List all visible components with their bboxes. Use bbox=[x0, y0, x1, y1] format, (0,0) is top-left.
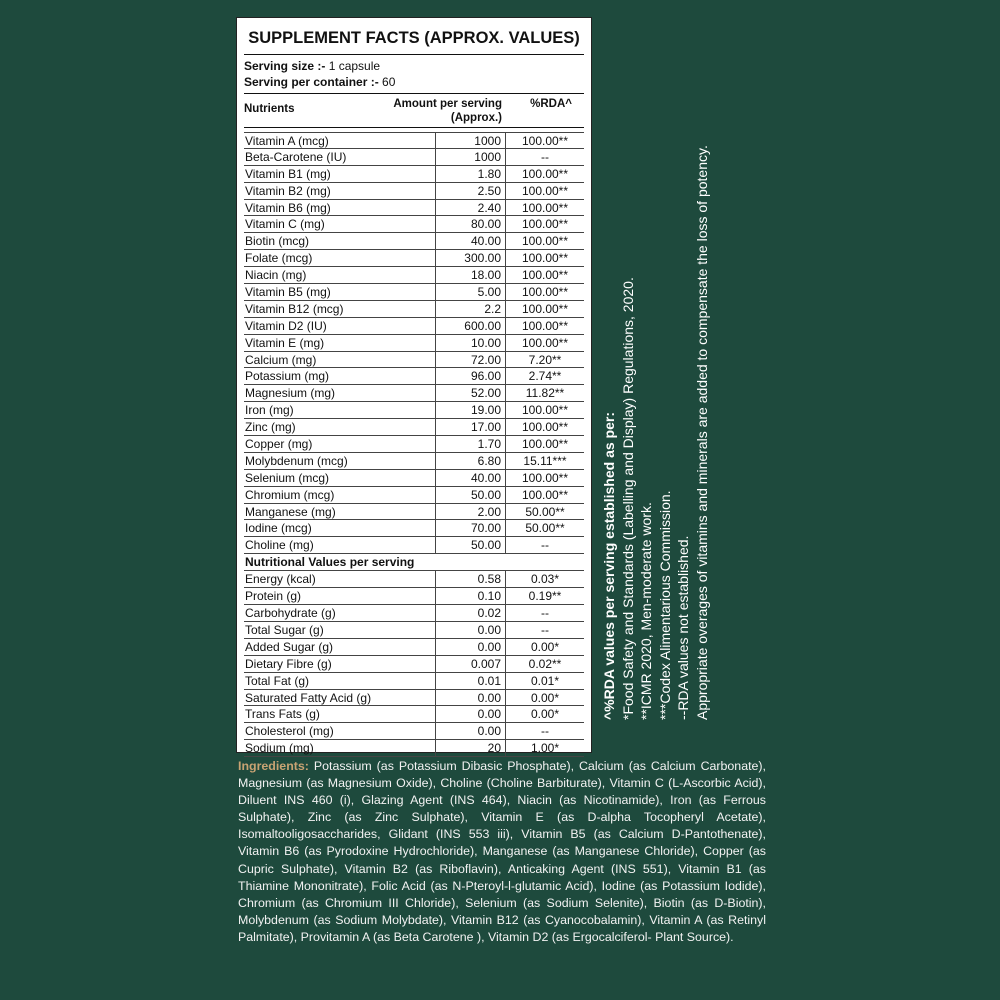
nutrient-amount: 50.00 bbox=[436, 537, 506, 553]
table-row bbox=[244, 639, 584, 656]
nutrient-amount: 40.00 bbox=[436, 233, 506, 249]
nutrient-amount: 2.40 bbox=[436, 200, 506, 216]
nutrient-name: Copper (mg) bbox=[244, 436, 436, 452]
panel-title: SUPPLEMENT FACTS (APPROX. VALUES) bbox=[244, 18, 584, 55]
nutrient-name: Dietary Fibre (g) bbox=[244, 656, 436, 672]
nutrient-rda: 50.00** bbox=[525, 521, 565, 536]
nutrient-rda: 100.00** bbox=[521, 318, 569, 333]
table-row bbox=[244, 690, 584, 707]
nutrient-name: Sodium (mg) bbox=[244, 740, 436, 756]
servings-per-container: Serving per container :- 60 bbox=[244, 75, 396, 89]
table-row bbox=[244, 723, 584, 740]
note-codex: ***Codex Alimentarious Commission. bbox=[656, 490, 673, 720]
nutrient-rda: 100.00** bbox=[521, 285, 569, 300]
nutrient-rda: 7.20** bbox=[528, 352, 562, 367]
nutrient-rda: -- bbox=[541, 606, 549, 621]
nutrient-name: Selenium (mcg) bbox=[244, 470, 436, 486]
header-amount: Amount per serving (Approx.) bbox=[393, 98, 502, 124]
nutrient-amount: 0.00 bbox=[436, 690, 506, 706]
nutrient-name: Vitamin D2 (IU) bbox=[244, 318, 436, 334]
nutrient-rda: 100.00** bbox=[521, 134, 569, 148]
nutrient-rda: 100.00** bbox=[521, 335, 569, 350]
nutrient-rda: 11.82** bbox=[525, 386, 565, 401]
nutrient-rda: 100.00** bbox=[521, 301, 569, 316]
table-row bbox=[244, 487, 584, 504]
nutrient-rda: 100.00** bbox=[521, 183, 569, 198]
nutrient-name: Vitamin B5 (mg) bbox=[244, 284, 436, 300]
nutrient-name: Vitamin A (mcg) bbox=[244, 133, 436, 148]
nutrient-amount: 1.70 bbox=[436, 436, 506, 452]
table-row bbox=[244, 673, 584, 690]
table-row bbox=[244, 183, 584, 200]
nutrient-amount: 5.00 bbox=[436, 284, 506, 300]
nutrient-name: Carbohydrate (g) bbox=[244, 605, 436, 621]
nutrient-name: Iron (mg) bbox=[244, 402, 436, 418]
nutrient-name: Chromium (mcg) bbox=[244, 487, 436, 503]
nutrient-rda: 100.00** bbox=[521, 268, 569, 283]
notes-heading: ^%RDA values per serving established as per: bbox=[601, 412, 617, 720]
nutrient-amount: 19.00 bbox=[436, 402, 506, 418]
table-row bbox=[244, 250, 584, 267]
nutrient-amount: 0.00 bbox=[436, 723, 506, 739]
nutrient-name: Beta-Carotene (IU) bbox=[244, 149, 436, 165]
table-row bbox=[244, 453, 584, 470]
nutrient-amount: 0.00 bbox=[436, 706, 506, 722]
nutrient-amount: 1000 bbox=[436, 133, 506, 148]
nutrient-amount: 52.00 bbox=[436, 385, 506, 401]
nutrient-name: Zinc (mg) bbox=[244, 419, 436, 435]
nutrient-rda: 100.00** bbox=[521, 234, 569, 249]
table-row bbox=[244, 706, 584, 723]
note-not-established: --RDA values not established. bbox=[675, 535, 691, 720]
nutrient-name: Vitamin C (mg) bbox=[244, 216, 436, 232]
nutrient-rda: 0.19** bbox=[528, 589, 562, 604]
nutrient-table bbox=[244, 132, 584, 554]
nutrient-name: Magnesium (mg) bbox=[244, 385, 436, 401]
nutrient-name: Potassium (mg) bbox=[244, 368, 436, 384]
nutrient-rda: -- bbox=[541, 724, 549, 739]
nutrient-amount: 20 bbox=[436, 740, 506, 756]
nutrient-amount: 1.80 bbox=[436, 166, 506, 182]
note-icmr: **ICMR 2020, Men-moderate work. bbox=[638, 502, 654, 720]
table-row bbox=[244, 216, 584, 233]
nutrient-name: Saturated Fatty Acid (g) bbox=[244, 690, 436, 706]
note-fssai: *Food Safety and Standards (Labelling and Display) Regulations, 2020. bbox=[619, 277, 636, 720]
supplement-facts-panel bbox=[236, 17, 592, 756]
nutrient-amount: 50.00 bbox=[436, 487, 506, 503]
nutrient-rda: -- bbox=[541, 149, 549, 164]
header-rda: %RDA^ bbox=[530, 98, 572, 110]
nutrient-rda: 15.11*** bbox=[523, 453, 567, 468]
nutrient-amount: 72.00 bbox=[436, 352, 506, 368]
note-overages: Appropriate overages of vitamins and minerals are added to compensate the loss of potency. bbox=[693, 145, 710, 720]
nutrient-name: Biotin (mcg) bbox=[244, 233, 436, 249]
nutrient-amount: 40.00 bbox=[436, 470, 506, 486]
nutrient-rda: 1.00* bbox=[530, 741, 560, 756]
ingredients-list: Potassium (as Potassium Dibasic Phosphate), Calcium (as Calcium Carbonate), Magnesium (as Magnesium Oxide), Choline (Choline Barbiturate), Vitamin C (L-Ascorbic Acid), Diluent INS 460 (i), Glazing Agent (INS 464), Niacin (as Nicotinamide), Iron (as Ferrous Sulphate), Zinc (as Zinc Sulphate), Vitamin E (as D-alpha Tocopheryl Acetate), Isomaltooligosaccharides, Glidant (INS 553 iii), Vitamin B5 (as Calcium D-Pantothenate), Vitamin B6 (as Pyrodoxine Hydrochloride), Manganese (as Manganese Chloride), Copper (as Cupric Sulphate), Vitamin B2 (as Riboflavin), Anticaking Agent (INS 551), Vitamin B1 (as Thiamine Mononitrate), Folic Acid (as N-Pteroyl-l-glutamic Acid), Iodine (as Potassium Iodide), Chromium (as Chromium III Chloride), Selenium (as Sodium Selenite), Biotin (as D-Biotin), Molybdenum (as Sodium Molybdate), Vitamin B12 (as Cyanocobalamin), Vitamin A (as Retinyl Palmitate), Provitamin A (as Beta Carotene ), Vitamin D2 (as Ergocalciferol- Plant Source). bbox=[238, 759, 766, 944]
nutrient-amount: 96.00 bbox=[436, 368, 506, 384]
rda-notes bbox=[600, 0, 711, 720]
nutrient-amount: 0.02 bbox=[436, 605, 506, 621]
nutrient-name: Vitamin B1 (mg) bbox=[244, 166, 436, 182]
nutrient-rda: 100.00** bbox=[521, 437, 569, 452]
nutrient-name: Molybdenum (mcg) bbox=[244, 453, 436, 469]
nutrient-rda: 0.02** bbox=[528, 656, 562, 671]
nutrient-rda: 0.00* bbox=[530, 690, 560, 705]
nutrient-amount: 0.10 bbox=[436, 588, 506, 604]
nutrient-name: Vitamin E (mg) bbox=[244, 335, 436, 351]
nutrient-amount: 0.007 bbox=[436, 656, 506, 672]
nutrient-amount: 2.00 bbox=[436, 504, 506, 520]
table-header bbox=[244, 94, 584, 128]
table-row bbox=[244, 284, 584, 301]
nutrient-rda: 100.00** bbox=[521, 470, 569, 485]
nutrient-name: Trans Fats (g) bbox=[244, 706, 436, 722]
nutrient-amount: 2.50 bbox=[436, 183, 506, 199]
table-row bbox=[244, 166, 584, 183]
nutrient-amount: 300.00 bbox=[436, 250, 506, 266]
nutrient-rda: 100.00** bbox=[521, 403, 569, 418]
nutrient-amount: 2.2 bbox=[436, 301, 506, 317]
table-row bbox=[244, 132, 584, 149]
table-row bbox=[244, 504, 584, 521]
nutrient-name: Manganese (mg) bbox=[244, 504, 436, 520]
table-row bbox=[244, 301, 584, 318]
nutrient-name: Calcium (mg) bbox=[244, 352, 436, 368]
nutrient-name: Cholesterol (mg) bbox=[244, 723, 436, 739]
nutrient-amount: 17.00 bbox=[436, 419, 506, 435]
nutrient-rda: -- bbox=[541, 538, 549, 553]
nutrient-rda: 100.00** bbox=[521, 217, 569, 232]
nutrient-rda: 100.00** bbox=[521, 200, 569, 215]
nutrient-rda: 100.00** bbox=[521, 420, 569, 435]
nutrient-name: Vitamin B6 (mg) bbox=[244, 200, 436, 216]
nutritional-table bbox=[244, 571, 584, 757]
table-row bbox=[244, 335, 584, 352]
table-row bbox=[244, 368, 584, 385]
table-row bbox=[244, 233, 584, 250]
table-row bbox=[244, 267, 584, 284]
nutrient-rda: 0.01* bbox=[530, 673, 560, 688]
nutrient-rda: 0.00* bbox=[530, 639, 560, 654]
nutrient-amount: 0.58 bbox=[436, 571, 506, 587]
nutrient-name: Iodine (mcg) bbox=[244, 520, 436, 536]
nutrient-amount: 18.00 bbox=[436, 267, 506, 283]
table-row bbox=[244, 588, 584, 605]
nutrient-rda: 0.03* bbox=[530, 572, 560, 587]
nutrient-rda: 0.00* bbox=[530, 707, 560, 722]
table-row bbox=[244, 149, 584, 166]
ingredients-text bbox=[238, 758, 766, 946]
table-row bbox=[244, 622, 584, 639]
nutrient-rda: 2.74** bbox=[528, 369, 562, 384]
header-nutrients: Nutrients bbox=[244, 103, 295, 115]
nutrient-amount: 70.00 bbox=[436, 520, 506, 536]
nutrient-name: Vitamin B12 (mcg) bbox=[244, 301, 436, 317]
table-row bbox=[244, 740, 584, 757]
nutrient-name: Total Fat (g) bbox=[244, 673, 436, 689]
nutrient-name: Vitamin B2 (mg) bbox=[244, 183, 436, 199]
nutrient-amount: 0.00 bbox=[436, 622, 506, 638]
ingredients-label: Ingredients: bbox=[238, 759, 309, 773]
nutrient-amount: 80.00 bbox=[436, 216, 506, 232]
nutrient-amount: 10.00 bbox=[436, 335, 506, 351]
nutrient-name: Added Sugar (g) bbox=[244, 639, 436, 655]
nutrient-name: Folate (mcg) bbox=[244, 250, 436, 266]
table-row bbox=[244, 385, 584, 402]
nutrient-amount: 0.00 bbox=[436, 639, 506, 655]
nutrient-name: Niacin (mg) bbox=[244, 267, 436, 283]
nutrient-name: Protein (g) bbox=[244, 588, 436, 604]
nutrient-name: Choline (mg) bbox=[244, 537, 436, 553]
nutrient-amount: 600.00 bbox=[436, 318, 506, 334]
table-row bbox=[244, 571, 584, 588]
nutrient-name: Total Sugar (g) bbox=[244, 622, 436, 638]
table-row bbox=[244, 656, 584, 673]
table-row bbox=[244, 537, 584, 554]
table-row bbox=[244, 200, 584, 217]
nutrient-rda: 100.00** bbox=[521, 251, 569, 266]
nutrient-name: Energy (kcal) bbox=[244, 571, 436, 587]
nutrient-amount: 6.80 bbox=[436, 453, 506, 469]
nutrient-rda: 100.00** bbox=[521, 487, 569, 502]
nutritional-section-title: Nutritional Values per serving bbox=[244, 554, 584, 571]
nutrient-amount: 0.01 bbox=[436, 673, 506, 689]
serving-size: Serving size :- 1 capsule bbox=[244, 59, 381, 73]
table-row bbox=[244, 318, 584, 335]
nutrient-rda: -- bbox=[541, 622, 549, 637]
table-row bbox=[244, 419, 584, 436]
table-row bbox=[244, 402, 584, 419]
nutrient-rda: 100.00** bbox=[521, 166, 569, 181]
table-row bbox=[244, 436, 584, 453]
table-row bbox=[244, 605, 584, 622]
table-row bbox=[244, 470, 584, 487]
serving-info bbox=[244, 55, 584, 94]
nutrient-rda: 50.00** bbox=[525, 504, 565, 519]
table-row bbox=[244, 352, 584, 369]
nutrient-amount: 1000 bbox=[436, 149, 506, 165]
table-row bbox=[244, 520, 584, 537]
